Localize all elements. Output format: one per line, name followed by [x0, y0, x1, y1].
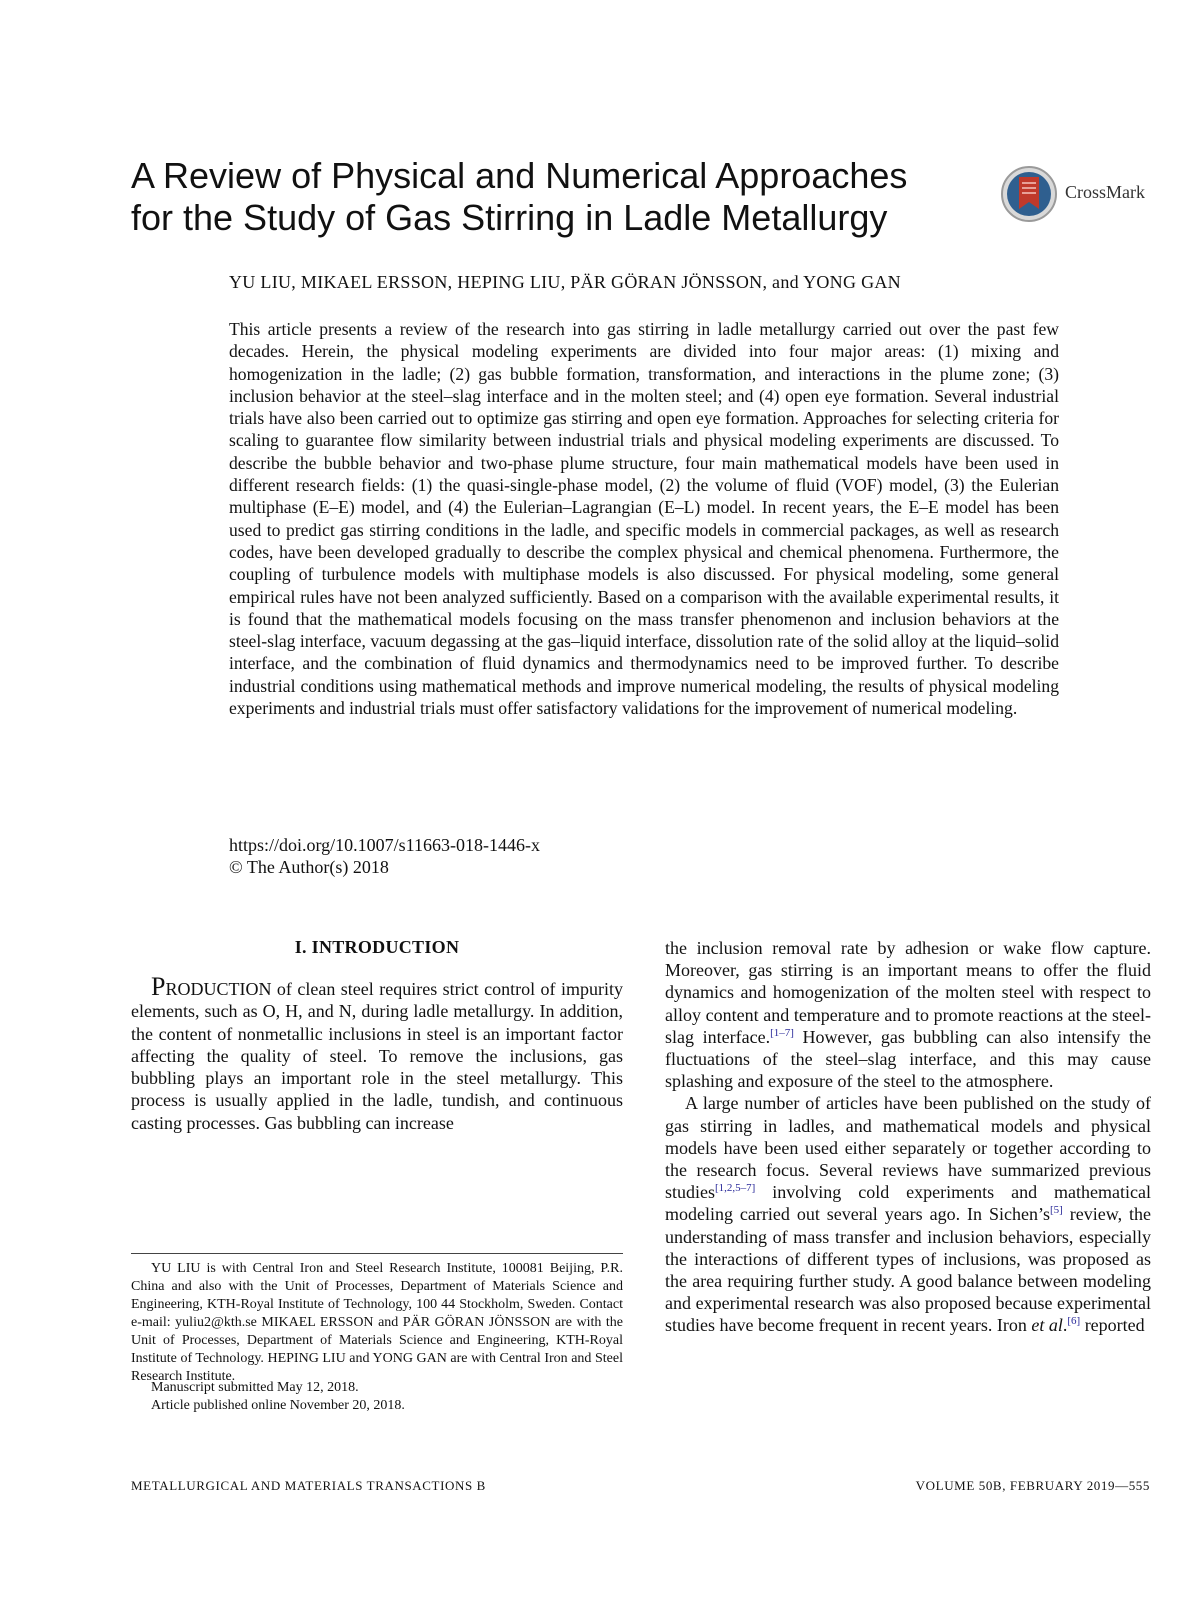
citation-link[interactable]: [5] [1050, 1204, 1063, 1217]
introduction-left-column [131, 972, 623, 1134]
crossmark-label: CrossMark [1065, 182, 1145, 202]
paragraph-text: A large number of articles have been published on the study of gas stirring in ladles, and mathematical models and physical models have been used either separately or together according to the research focus. Several reviews have summarized previous studies [665, 1093, 1151, 1203]
crossmark-icon [1000, 165, 1058, 223]
intro-paragraph-continued [665, 937, 1151, 1092]
drop-cap-word-rest: RODUCTION [165, 979, 272, 999]
doi-link[interactable]: https://doi.org/10.1007/s11663-018-1446-x [229, 835, 541, 855]
manuscript-submitted-note: Manuscript submitted May 12, 2018. [151, 1380, 359, 1395]
article-published-note: Article published online November 20, 2018. [151, 1398, 405, 1413]
citation-link[interactable]: [6] [1067, 1315, 1081, 1328]
copyright-notice: © The Author(s) 2018 [229, 857, 389, 877]
journal-name-footer: METALLURGICAL AND MATERIALS TRANSACTIONS B [131, 1478, 486, 1493]
footnote-divider [131, 1253, 623, 1254]
paragraph-text: involving cold experiments and mathematical modeling carried out several years ago. In Sichen’s [665, 1182, 1151, 1225]
drop-cap: P [151, 972, 166, 1001]
section-heading-introduction: I. INTRODUCTION [294, 937, 460, 957]
et-al-italic: et al [1031, 1315, 1063, 1336]
intro-paragraph-text: of clean steel requires strict control of impurity elements, such as O, H, and N, during ladle metallurgy. In addition, the content of nonmetallic inclusions in steel is an important factor affecting the quality of steel. To remove the inclusions, gas bubbling plays an important role in the steel metallurgy. This process is usually applied in the ladle, tundish, and continuous casting processes. Gas bubbling can increase [131, 979, 623, 1133]
citation-link[interactable]: [1,2,5–7] [715, 1182, 756, 1195]
paragraph-text: review, the understanding of mass transfer and inclusion behaviors, especially the interactions of different types of inclusions, was proposed as the area requiring further study. A good balance between modeling and experimental research was also proposed because experimental studies have become frequent in recent years. Iron [665, 1204, 1152, 1336]
paragraph-text: the inclusion removal rate by adhesion or wake flow capture. Moreover, gas stirring is an important means to offer the fluid dynamics and homogenization of the molten steel with respect to alloy content and temperature and to promote reactions at the steel-slag interface. [665, 938, 1151, 1047]
volume-page-footer: VOLUME 50B, FEBRUARY 2019—555 [915, 1478, 1150, 1493]
introduction-right-column [665, 937, 1151, 1337]
paragraph-text: However, gas bubbling can also intensify the fluctuations of the steel–slag interface, and this may cause splashing and exposure of the steel to the atmosphere. [665, 1026, 1151, 1092]
paragraph-text: reported [1080, 1315, 1145, 1336]
title-line-2: for the Study of Gas Stirring in Ladle Metallurgy [131, 197, 888, 238]
author-list: YU LIU, MIKAEL ERSSON, HEPING LIU, PÄR GÖRAN JÖNSSON, and YONG GAN [229, 272, 901, 292]
intro-paragraph-2 [665, 1092, 1151, 1336]
article-title [131, 155, 951, 239]
paragraph-text: . [1062, 1315, 1068, 1336]
title-line-1: A Review of Physical and Numerical Approaches [131, 155, 908, 196]
citation-link[interactable]: [1–7] [770, 1026, 794, 1039]
abstract: This article presents a review of the research into gas stirring in ladle metallurgy carried out over the past few decades. Herein, the physical modeling experiments are divided into four major areas: (1) mixing and homogenization in the ladle; (2) gas bubble formation, transformation, and interactions in the plume zone; (3) inclusion behavior at the steel–slag interface and in the molten steel; and (4) open eye formation. Several industrial trials have also been carried out to optimize gas stirring and open eye formation. Approaches for selecting criteria for scaling to guarantee flow similarity between industrial trials and physical modeling experiments are discussed. To describe the bubble behavior and two-phase plume structure, four main mathematical models have been used in different research fields: (1) the quasi-single-phase model, (2) the volume of fluid (VOF) model, (3) the Eulerian multiphase (E–E) model, and (4) the Eulerian–Lagrangian (E–L) model. In recent years, the E–E model has been used to predict gas stirring conditions in the ladle, and specific models in commercial packages, as well as research codes, have been developed gradually to describe the complex physical and chemical phenomena. Furthermore, the coupling of turbulence models with multiphase models is also discussed. For physical modeling, some general empirical rules have not been analyzed sufficiently. Based on a comparison with the available experimental results, it is found that the mathematical models focusing on the mass transfer phenomenon and inclusion behaviors at the steel-slag interface, vacuum degassing at the gas–liquid interface, dissolution rate of the solid alloy at the liquid–solid interface, and the combination of fluid dynamics and thermodynamics need to be improved further. To describe industrial conditions using mathematical methods and improve numerical modeling, the results of physical modeling experiments and industrial trials must offer satisfactory validations for the improvement of numerical modeling. [229, 319, 1059, 719]
crossmark-badge[interactable] [1000, 165, 1160, 223]
author-affiliations-footnote: YU LIU is with Central Iron and Steel Research Institute, 100081 Beijing, P.R. China and also with the Unit of Processes, Department of Materials Science and Engineering, KTH-Royal Institute of Technology, 100 44 Stockholm, Sweden. Contact e-mail: yuliu2@kth.se MIKAEL ERSSON and PÄR GÖRAN JÖNSSON are with the Unit of Processes, Department of Materials Science and Engineering, KTH-Royal Institute of Technology. HEPING LIU and YONG GAN are with Central Iron and Steel Research Institute. [131, 1261, 623, 1384]
